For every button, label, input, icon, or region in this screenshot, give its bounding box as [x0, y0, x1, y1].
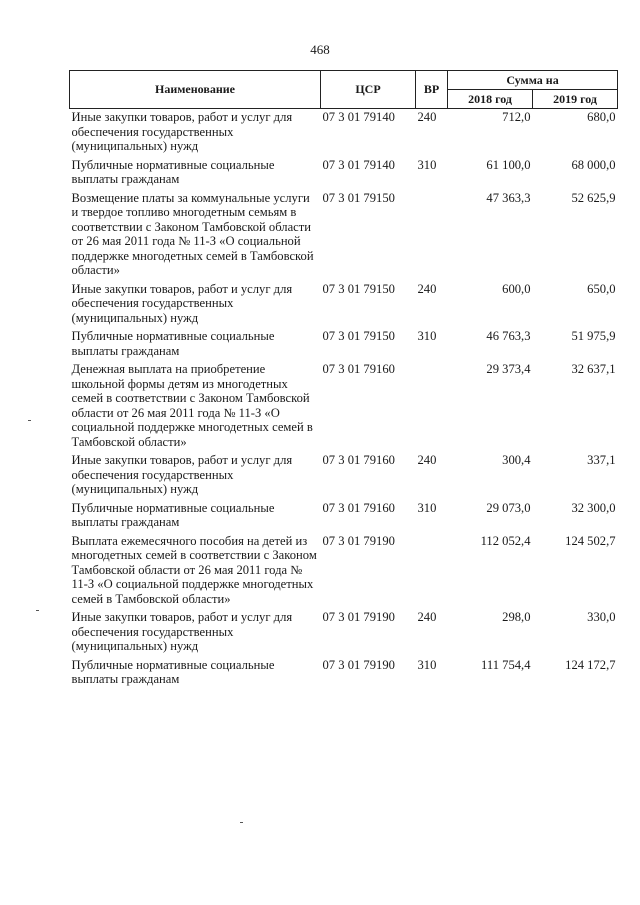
row-name: Иные закупки товаров, работ и услуг для обеспечения государственных (муниципальных) нужд: [71, 110, 293, 153]
row-amount-2018: 111 754,4: [481, 657, 531, 672]
row-name: Публичные нормативные социальные выплаты гражданам: [71, 500, 275, 529]
row-vr-code: 310: [417, 500, 437, 515]
row-amount-2019: 51 975,9: [571, 329, 616, 343]
row-amount-2019: 52 625,9: [571, 190, 616, 205]
scan-speck: [36, 610, 39, 611]
row-amount-2019: 650,0: [587, 281, 616, 296]
row-csr-code: 07 3 01 79150: [322, 190, 395, 205]
table-row: [70, 500, 618, 533]
budget-table: [69, 70, 618, 690]
row-vr-code: 240: [417, 281, 437, 296]
row-csr-code: 07 3 01 79150: [322, 329, 395, 343]
row-vr-code: 310: [417, 157, 437, 172]
header-sum-on: Сумма на: [448, 71, 618, 90]
row-csr-code: 07 3 01 79140: [322, 110, 395, 124]
row-amount-2019: 32 300,0: [571, 500, 616, 515]
header-year-2018: 2018 год: [448, 90, 533, 109]
table-row: [70, 533, 618, 610]
row-amount-2018: 29 073,0: [486, 500, 531, 515]
row-vr-code: 240: [417, 610, 437, 624]
table-header: [70, 71, 618, 109]
row-amount-2019: 124 172,7: [565, 657, 616, 672]
table-row: [70, 452, 618, 500]
header-csr: ЦСР: [321, 71, 416, 109]
row-amount-2018: 46 763,3: [486, 329, 531, 343]
row-amount-2019: 680,0: [587, 110, 616, 124]
row-amount-2018: 298,0: [502, 610, 531, 624]
header-year-2019: 2019 год: [533, 90, 618, 109]
page-number: 468: [310, 42, 330, 57]
table-row: [70, 190, 618, 281]
row-vr-code: 310: [417, 657, 437, 672]
row-amount-2019: 32 637,1: [571, 362, 616, 376]
row-amount-2018: 47 363,3: [486, 190, 531, 205]
table-row: [70, 328, 618, 361]
row-vr-code: [416, 533, 448, 610]
row-amount-2019: 337,1: [587, 453, 616, 467]
table-row: [70, 657, 618, 690]
header-name: Наименование: [70, 71, 321, 109]
row-name: Иные закупки товаров, работ и услуг для обеспечения государственных (муниципальных) нужд: [71, 610, 293, 653]
row-csr-code: 07 3 01 79160: [322, 500, 395, 515]
scan-speck: [28, 420, 31, 421]
row-vr-code: 240: [417, 110, 437, 124]
row-vr-code: 240: [417, 453, 437, 467]
row-name: Иные закупки товаров, работ и услуг для обеспечения государственных (муниципальных) нужд: [71, 453, 293, 496]
row-amount-2018: 712,0: [502, 110, 531, 124]
row-name: Иные закупки товаров, работ и услуг для обеспечения государственных (муниципальных) нужд: [71, 281, 293, 325]
row-amount-2018: 300,4: [502, 453, 531, 467]
row-amount-2019: 330,0: [587, 610, 616, 624]
row-name: Выплата ежемесячного пособия на детей из многодетных семей в соответствии с Законом Тамбовской области от 26 мая 2011 года № 11-З «О социальной поддержке многодетных семей в Тамбовской области»: [71, 533, 317, 606]
row-csr-code: 07 3 01 79150: [322, 281, 395, 296]
table-row: [70, 109, 618, 157]
table-row: [70, 361, 618, 452]
row-name: Публичные нормативные социальные выплаты гражданам: [71, 329, 275, 358]
row-name: Публичные нормативные социальные выплаты гражданам: [71, 657, 275, 686]
table-row: [70, 609, 618, 657]
row-csr-code: 07 3 01 79160: [322, 362, 395, 376]
row-amount-2018: 29 373,4: [486, 362, 531, 376]
row-amount-2018: 112 052,4: [480, 533, 531, 548]
scan-speck: [240, 822, 243, 823]
row-name: Возмещение платы за коммунальные услуги и твердое топливо многодетным семьям в соответствии с Законом Тамбовской области от 26 мая 2011 года № 11-З «О социальной поддержке многодетных семей в Тамбовской области»: [71, 190, 314, 277]
row-csr-code: 07 3 01 79190: [322, 657, 395, 672]
row-csr-code: 07 3 01 79190: [322, 533, 395, 548]
table-row: [70, 157, 618, 190]
row-amount-2018: 600,0: [502, 281, 531, 296]
header-vr: ВР: [416, 71, 448, 109]
row-vr-code: [416, 361, 448, 452]
row-name: Публичные нормативные социальные выплаты гражданам: [71, 157, 275, 186]
row-amount-2019: 68 000,0: [571, 157, 616, 172]
table-body: [70, 109, 618, 690]
row-vr-code: 310: [417, 329, 437, 343]
row-amount-2019: 124 502,7: [565, 533, 616, 548]
row-amount-2018: 61 100,0: [486, 157, 531, 172]
row-csr-code: 07 3 01 79160: [322, 453, 395, 467]
table-row: [70, 281, 618, 329]
row-name: Денежная выплата на приобретение школьной формы детям из многодетных семей в соответствии с Законом Тамбовской области от 26 мая 2011 года № 11-З «О социальной поддержке многодетных семей в Тамбовской области»: [71, 362, 313, 449]
row-csr-code: 07 3 01 79190: [322, 610, 395, 624]
row-vr-code: [416, 190, 448, 281]
row-csr-code: 07 3 01 79140: [322, 157, 395, 172]
